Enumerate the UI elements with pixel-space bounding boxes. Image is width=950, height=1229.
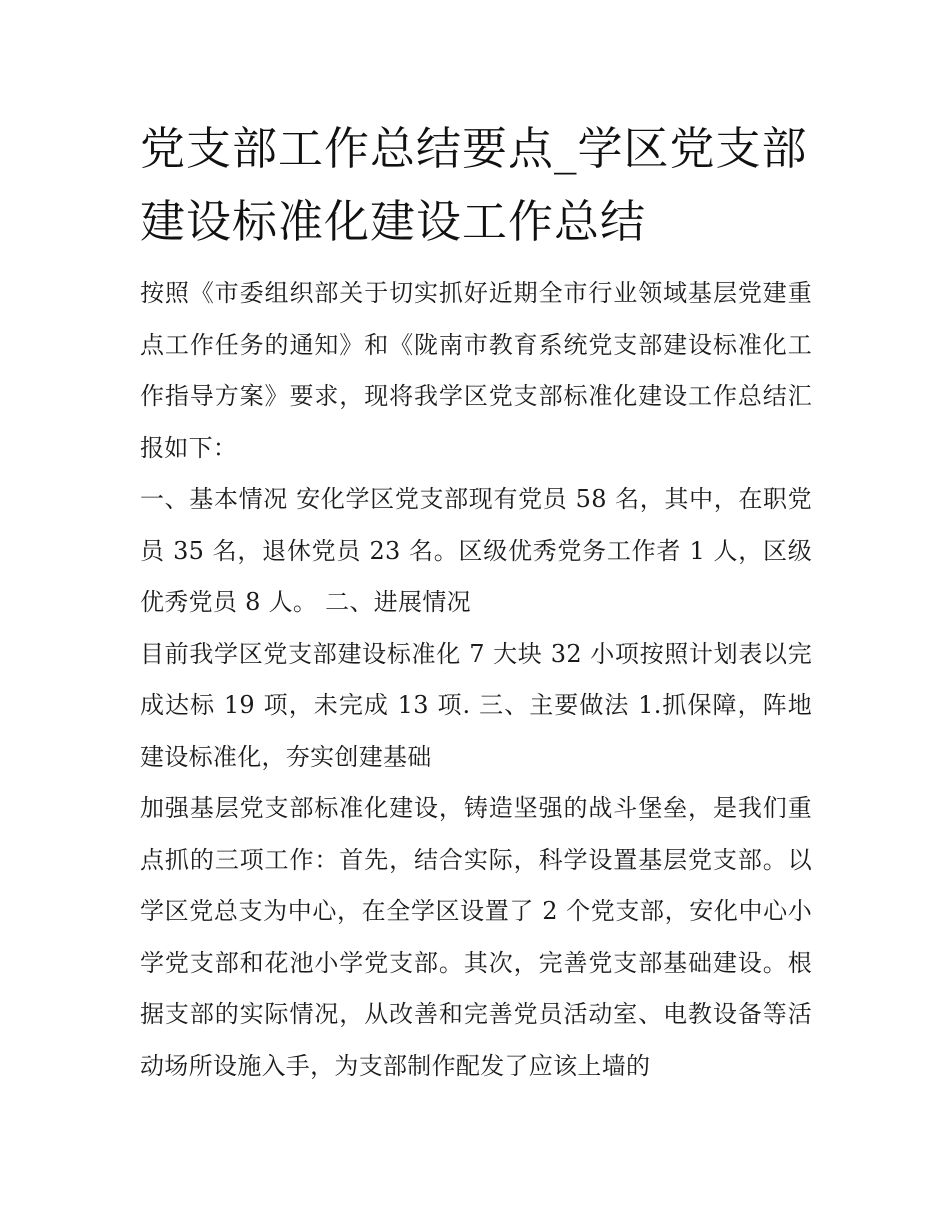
paragraph-methods: 加强基层党支部标准化建设，铸造坚强的战斗堡垒，是我们重点抓的三项工作：首先，结合实际，科学设置基层党支部。以学区党总支为中心，在全学区设置了 2 个党支部，安化中心小学党支部和花池小学党支部。其次，完善党支部基础建设。根据支部的实际情况，从改善和完善党员活动室、电教设备等活动场所设施入手，为支部制作配发了应该上墙的 (140, 794, 812, 1080)
document-title: 党支部工作总结要点_学区党支部建设标准化建设工作总结 (140, 122, 808, 248)
document-body (140, 112, 812, 1092)
paragraph-progress: 目前我学区党支部建设标准化 7 大块 32 小项按照计划表以完成达标 19 项，未完成 13 项. 三、主要做法 1.抓保障，阵地建设标准化，夯实创建基础 (140, 639, 812, 771)
paragraph-intro: 按照《市委组织部关于切实抓好近期全市行业领域基层党建重点工作任务的通知》和《陇南市教育系统党支部建设标准化工作指导方案》要求，现将我学区党支部标准化建设工作总结汇报如下： (140, 279, 812, 462)
paragraph-basic-situation: 一、基本情况 安化学区党支部现有党员 58 名，其中，在职党员 35 名，退休党员 23 名。区级优秀党务工作者 1 人，区级优秀党员 8 人。 二、进展情况 (140, 485, 812, 616)
title-block (140, 112, 812, 258)
